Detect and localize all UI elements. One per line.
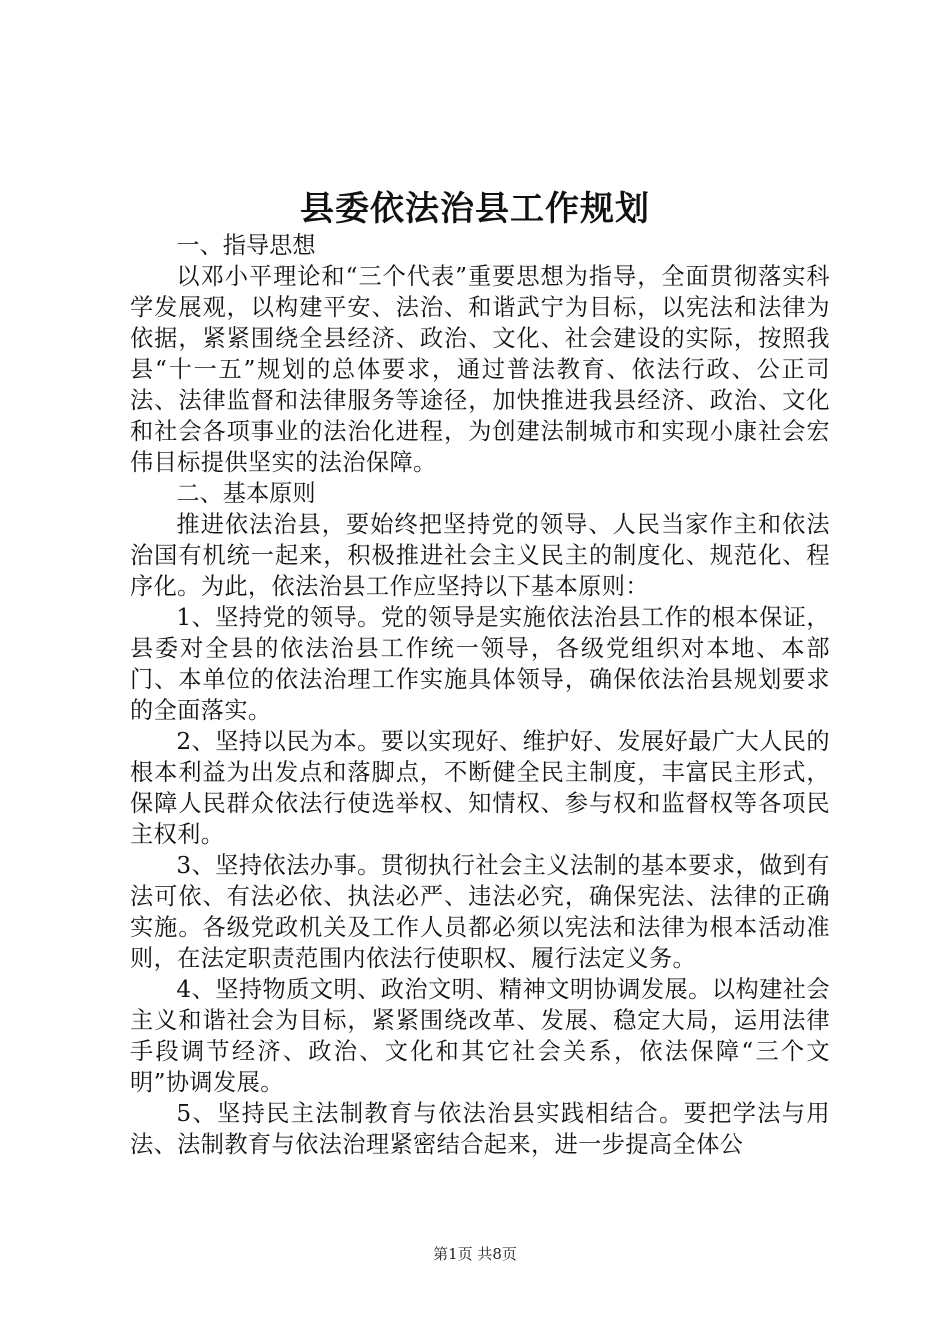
document-title: 县委依法治县工作规划: [300, 189, 650, 229]
paragraph-principle-4: 4、坚持物质文明、政治文明、精神文明协调发展。以构建社会主义和谐社会为目标，紧紧围绕改革、发展、稳定大局，运用法律手段调节经济、政治、文化和其它社会关系，依法保障“三个文明”协调发展。: [130, 976, 830, 1096]
paragraph-principle-2: 2、坚持以民为本。要以实现好、维护好、发展好最广大人民的根本利益为出发点和落脚点，不断健全民主制度，丰富民主形式，保障人民群众依法行使选举权、知情权、参与权和监督权等各项民主权利。: [130, 728, 830, 848]
section-heading-guiding-ideology: 一、指导思想: [176, 232, 316, 259]
paragraph-principle-3: 3、坚持依法办事。贯彻执行社会主义法制的基本要求，做到有法可依、有法必依、执法必严、违法必究，确保宪法、法律的正确实施。各级党政机关及工作人员都必须以宪法和法律为根本活动准则，在法定职责范围内依法行使职权、履行法定义务。: [130, 852, 830, 972]
page-number-footer: 第1页 共8页: [433, 1245, 517, 1263]
document-body: [130, 230, 830, 1160]
paragraph-principle-1: 1、坚持党的领导。党的领导是实施依法治县工作的根本保证，县委对全县的依法治县工作统一领导，各级党组织对本地、本部门、本单位的依法治理工作实施具体领导，确保依法治县规划要求的全面落实。: [130, 604, 830, 724]
paragraph-guiding-ideology: 以邓小平理论和“三个代表”重要思想为指导，全面贯彻落实科学发展观，以构建平安、法治、和谐武宁为目标，以宪法和法律为依据，紧紧围绕全县经济、政治、文化、社会建设的实际，按照我县“十一五”规划的总体要求，通过普法教育、依法行政、公正司法、法律监督和法律服务等途径，加快推进我县经济、政治、文化和社会各项事业的法治化进程，为创建法制城市和实现小康社会宏伟目标提供坚实的法治保障。: [130, 263, 830, 476]
section-heading-basic-principles: 二、基本原则: [176, 480, 316, 507]
paragraph-principles-intro: 推进依法治县，要始终把坚持党的领导、人民当家作主和依法治国有机统一起来，积极推进社会主义民主的制度化、规范化、程序化。为此，依法治县工作应坚持以下基本原则：: [130, 511, 830, 600]
paragraph-principle-5: 5、坚持民主法制教育与依法治县实践相结合。要把学法与用法、法制教育与依法治理紧密结合起来，进一步提高全体公: [130, 1100, 830, 1158]
